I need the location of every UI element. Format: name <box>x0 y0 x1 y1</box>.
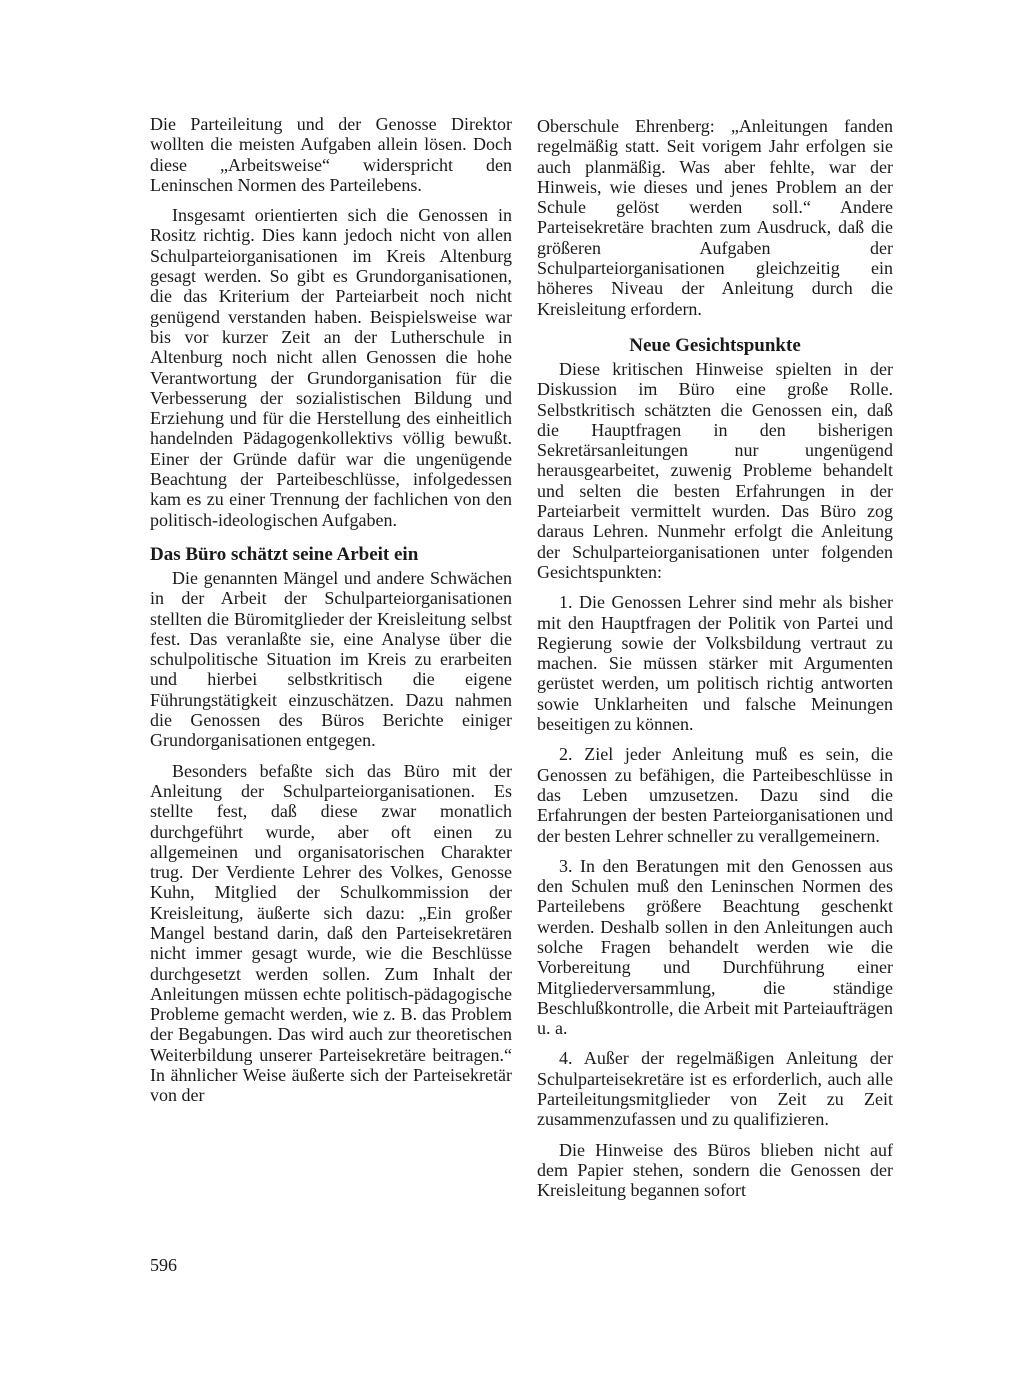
page-number: 596 <box>150 1255 177 1275</box>
list-item: 2. Ziel jeder Anleitung muß es sein, die Genossen zu befähigen, die Parteibeschlüsse in das Leben umzusetzen. Dazu sind die Erfahrungen der besten Parteiorganisationen und der besten Lehrer schneller zu verallgemeinern. <box>537 744 893 846</box>
paragraph: Die Hinweise des Büros blieben nicht auf dem Papier stehen, sondern die Genossen der Kreisleitung begannen sofort <box>537 1139 893 1201</box>
paragraph: Besonders befaßte sich das Büro mit der Anleitung der Schulparteiorganisationen. Es stellte fest, daß diese zwar monatlich durchgeführt wurde, aber oft einen zu allgemeinen und organisatorischen Charakter trug. Der Verdiente Lehrer des Volkes, Genosse Kuhn, Mitglied der Schulkommission der Kreisleitung, äußerte sich dazu: „Ein großer Mangel bestand darin, daß den Parteisekretären nicht immer gesagt wurde, wie die Beschlüsse durchgesetzt werden sollen. Zum Inhalt der Anleitungen müssen echte politisch-pädagogische Probleme gemacht werden, wie z. B. das Problem der Begabungen. Das wird auch zur theoretischen Weiterbildung unserer Parteisekretäre beitragen.“ In ähnlicher Weise äußerte sich der Parteisekretär von der <box>150 760 512 1106</box>
paragraph: Diese kritischen Hinweise spielten in der Diskussion im Büro eine große Rolle. Selbstkritisch schätzten die Genossen ein, daß die Hauptfragen in den bisherigen Sekretärsanleitungen nur ungenügend herausgearbeitet, zuwenig Probleme behandelt und selten die besten Erfahrungen in der Parteiarbeit vermittelt wurden. Das Büro zog daraus Lehren. Nunmehr erfolgt die Anleitung der Schulparteiorganisationen unter folgenden Gesichtspunkten: <box>537 358 893 582</box>
paragraph: Die Parteileitung und der Genosse Direktor wollten die meisten Aufgaben allein lösen. Doch diese „Arbeitsweise“ widerspricht den Leninschen Normen des Parteilebens. <box>150 114 512 195</box>
section-heading: Neue Gesichtspunkte <box>629 334 801 356</box>
right-column <box>537 116 893 1211</box>
list-item: 4. Außer der regelmäßigen Anleitung der Schulparteisekretäre ist es erforderlich, auch alle Parteileitungsmitglieder von Zeit zu Zeit zusammenzufassen und zu qualifizieren. <box>537 1048 893 1130</box>
section-heading: Das Büro schätzt seine Arbeit ein <box>150 543 419 565</box>
left-column <box>150 114 512 1116</box>
paragraph: Die genannten Mängel und andere Schwächen in der Arbeit der Schulparteiorganisationen stellten die Büromitglieder der Kreisleitung selbst fest. Das veranlaßte sie, eine Analyse über die schulpolitische Situation im Kreis zu erarbeiten und hierbei selbstkritisch die eigene Führungstätigkeit einzuschätzen. Dazu nahmen die Genossen des Büros Berichte einiger Grundorganisationen entgegen. <box>150 567 512 751</box>
paragraph: Insgesamt orientierten sich die Genossen in Rositz richtig. Dies kann jedoch nicht von allen Schulparteiorganisationen im Kreis Altenburg gesagt werden. So gibt es Grundorganisationen, die das Kriterium der Parteiarbeit noch nicht genügend verstanden haben. Beispielsweise war bis vor kurzer Zeit an der Lutherschule in Altenburg noch nicht allen Genossen die hohe Verantwortung der Grundorganisation für die Verbesserung der sozialistischen Bildung und Erziehung und für die Herstellung des einheitlich handelnden Pädagogenkollektivs völlig bewußt. Einer der Gründe dafür war die ungenügende Beachtung der Parteibeschlüsse, infolgedessen kam es zu einer Trennung der fachlichen von den politisch-ideologischen Aufgaben. <box>150 205 512 530</box>
list-item: 1. Die Genossen Lehrer sind mehr als bisher mit den Hauptfragen der Politik von Partei und Regierung sowie der Volksbildung vertraut zu machen. Sie müssen stärker mit Argumenten gerüstet werden, um politisch richtig antworten sowie Unklarheiten und falsche Meinungen beseitigen zu können. <box>537 592 893 735</box>
paragraph: Oberschule Ehrenberg: „Anleitungen fanden regelmäßig statt. Seit vorigem Jahr erfolgen sie auch planmäßig. Was aber fehlte, war der Hinweis, wie dieses und jenes Problem an der Schule gelöst werden soll.“ Andere Parteisekretäre brachten zum Ausdruck, daß die größeren Aufgaben der Schulparteiorganisationen gleichzeitig ein höheres Niveau der Anleitung durch die Kreisleitung erfordern. <box>537 116 893 319</box>
list-item: 3. In den Beratungen mit den Genossen aus den Schulen muß den Leninschen Normen des Parteilebens größere Beachtung geschenkt werden. Deshalb sollen in den Anleitungen auch solche Fragen behandelt werden wie die Vorbereitung und Durchführung einer Mitgliederversammlung, die ständige Beschlußkontrolle, die Arbeit mit Parteiaufträgen u. a. <box>537 855 893 1039</box>
